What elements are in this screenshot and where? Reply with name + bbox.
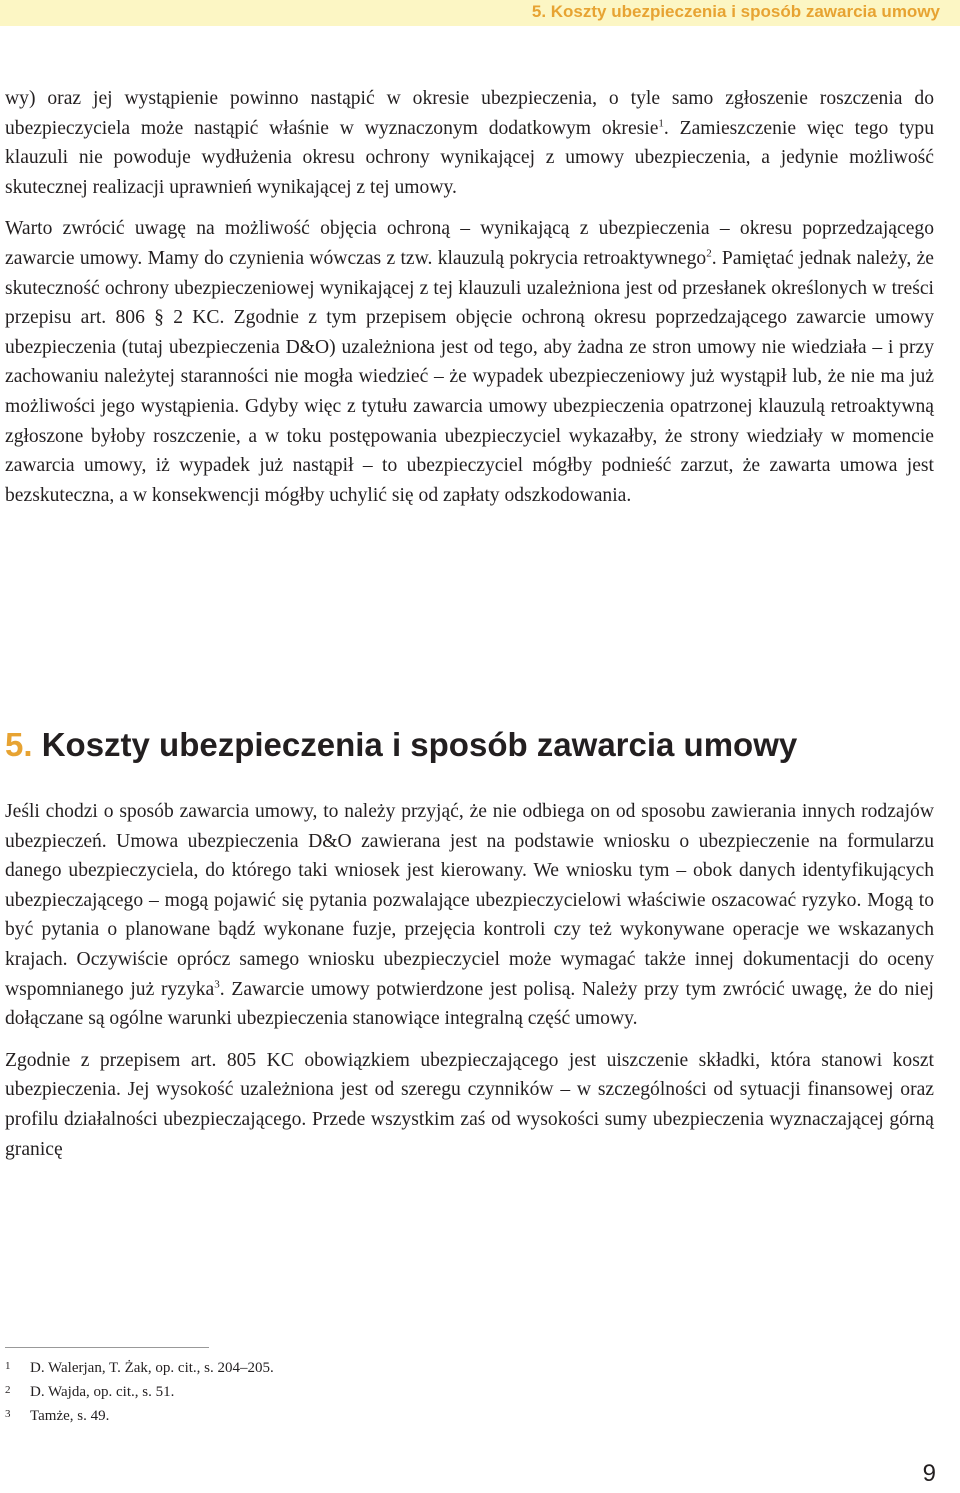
paragraph-4: Zgodnie z przepisem art. 805 KC obowiązkiem ubezpieczającego jest uiszczenie składki, która stanowi koszt ubezpieczenia. Jej wysokość uzależniona jest od szeregu czynników – w szczególności od sytuacji finansowej oraz profilu działalności ubezpieczającego. Przede wszystkim zaś od wysokości sumy ubezpieczenia wyznaczającej górną granicę [5,1049,934,1160]
footnote-divider [5,1347,209,1348]
section-heading [5,726,935,764]
running-header-bar [0,0,960,26]
footnotes [5,1356,705,1428]
footnote-number: 1 [5,1360,11,1372]
section-number: 5. [5,726,33,763]
paragraph-1-text-a: wy) oraz jej wystąpienie powinno nastąpić w okresie ubezpieczenia, o tyle samo zgłoszenie roszczenia do ubezpieczyciela może nastąpić właśnie w wyznaczonym dodatkowym okresie [5,88,934,139]
paragraph-3-text-a: Jeśli chodzi o sposób zawarcia umowy, to należy przyjąć, że nie odbiega on od sposobu zawierania innych rodzajów ubezpieczeń. Umowa ubezpieczenia D&O zawierana jest na podstawie wniosku o ubezpieczenie na formularzu danego ubezpieczyciela, do którego taki wniosek jest kierowany. We wniosku tym – obok danych identyfikujących ubezpieczającego – mogą pojawić się pytania pozwalające ubezpieczycielowi właściwie oszacować ryzyko. Mogą to być pytania o planowane bądź wykonane fuzje, przejęcia kontroli czy też wykonywane operacje we wskazanych krajach. Oczywiście oprócz samego wniosku ubezpieczyciel może wymagać także innej dokumentacji do oceny wspomnianego już ryzyka [5,801,934,1000]
paragraph-3 [5,797,934,1034]
footnote-text: D. Walerjan, T. Żak, op. cit., s. 204–205. [30,1360,274,1376]
footnote-text: Tamże, s. 49. [30,1408,110,1424]
footnote-number: 3 [5,1408,11,1420]
footnote-number: 2 [5,1384,11,1396]
footnote-3 [5,1404,705,1428]
page-number: 9 [922,1460,936,1487]
paragraph-1 [5,84,934,202]
footnote-1 [5,1356,705,1380]
paragraph-1-text-b: . Zamieszczenie więc tego typu klauzuli nie powoduje wydłużenia okresu ochrony wynikającej z umowy ubezpieczenia, a jedynie możliwość skutecznej realizacji uprawnień wynikającej z tej umowy. [5,117,934,198]
section-title-text: Koszty ubezpieczenia i sposób zawarcia umowy [41,726,798,763]
paragraph-2-text-a: Warto zwrócić uwagę na możliwość objęcia ochroną – wynikającą z ubezpieczenia – okresu poprzedzającego zawarcie umowy. Mamy do czynienia wówczas z tzw. klauzulą pokrycia retroaktywnego [5,218,934,269]
footnote-2 [5,1380,705,1404]
body-text-section [5,797,934,1164]
paragraph-2-text-b: . Pamiętać jednak należy, że skuteczność ochrony ubezpieczeniowej wynikającej z tej klauzuli uzależniona jest od przesłanek określonych w treści przepisu art. 806 § 2 KC. Zgodnie z tym przepisem objęcie ochroną okresu poprzedzającego zawarcie umowy ubezpieczenia (tutaj ubezpieczenia D&O) uzależniona jest od tego, aby żadna ze stron umowy nie wiedziała – i przy zachowaniu należytej staranności nie mogła wiedzieć – że wypadek ubezpieczeniowy już wystąpił lub, że nie ma już możliwości jego wystąpienia. Gdyby więc z tytułu zawarcia umowy ubezpieczenia opatrzonej klauzulą retroaktywną zgłoszone byłoby roszczenie, a w toku postępowania ubezpieczyciel wykazałby, że strony wiedziały w momencie zawarcia umowy, iż wypadek już nastąpił – to ubezpieczyciel mógłby podnieść zarzut, że zawarta umowa jest bezskuteczna, a w konsekwencji mógłby uchylić się od zapłaty odszkodowania. [5,247,934,506]
running-head: 5. Koszty ubezpieczenia i sposób zawarcia umowy [531,2,940,21]
paragraph-2 [5,214,934,510]
footnote-ref-1[interactable]: 1 [658,117,664,130]
footnote-ref-2[interactable]: 2 [706,247,712,260]
footnote-text: D. Wajda, op. cit., s. 51. [30,1384,175,1400]
body-text-top [5,84,934,510]
footnote-ref-3[interactable]: 3 [214,978,220,991]
paragraph-3-text-b: . Zawarcie umowy potwierdzone jest polisą. Należy przy tym zwrócić uwagę, że do niej dołączane są ogólne warunki ubezpieczenia stanowiące integralną część umowy. [5,978,934,1030]
